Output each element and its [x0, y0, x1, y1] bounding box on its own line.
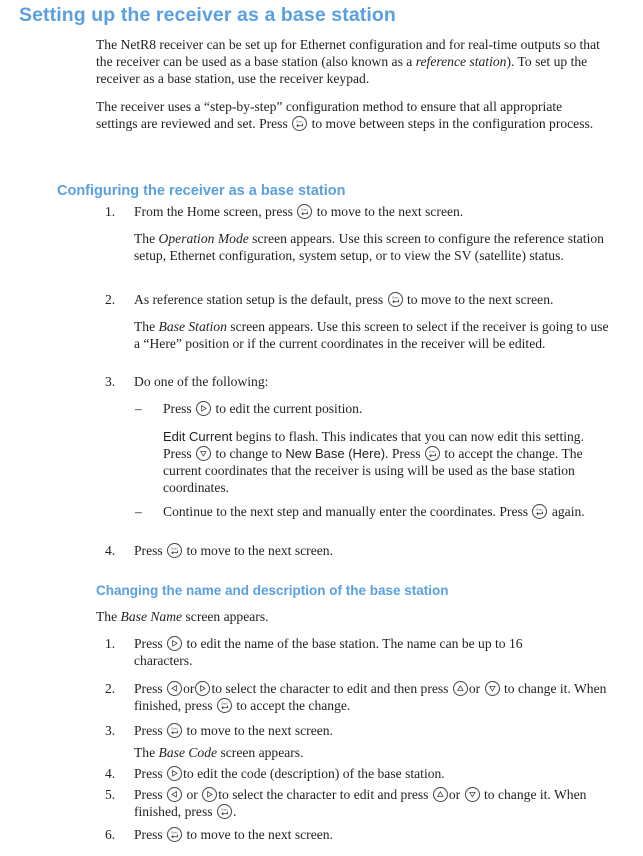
step-number: 4. [105, 766, 116, 781]
enter-key-icon [217, 804, 232, 819]
enter-key-icon [388, 292, 403, 307]
step-number: 2. [105, 681, 116, 696]
enter-key-icon [297, 204, 312, 219]
step-number: 1. [105, 204, 116, 219]
up-arrow-key-icon [433, 787, 448, 802]
step-text: Do one of the following: [134, 374, 269, 389]
section-lead: The Base Name screen appears. [96, 609, 269, 624]
enter-key-icon [292, 116, 307, 131]
section-heading-configuring: Configuring the receiver as a base station [57, 183, 346, 199]
down-arrow-key-icon [485, 681, 500, 696]
right-arrow-key-icon [167, 636, 182, 651]
enter-key-icon [217, 698, 232, 713]
section-heading-changing-name: Changing the name and description of the base station [96, 583, 449, 598]
step-number: 3. [105, 374, 116, 389]
step-number: 5. [105, 787, 116, 802]
right-arrow-key-icon [196, 401, 211, 416]
bullet-dash: – [135, 504, 142, 519]
down-arrow-key-icon [465, 787, 480, 802]
step-note: The Base Code screen appears. [134, 745, 304, 760]
step-text: As reference station setup is the default, press to move to the next screen. [134, 292, 554, 307]
step-note: The Base Station screen appears. Use this screen to select if the receiver is going to use a “Here” position or if the current coordinates in the receiver will be edited. [134, 319, 609, 351]
intro-paragraph-2: The receiver uses a “step-by-step” configuration method to ensure that all appropriate settings are reviewed and set. Press to move between steps in the configuration process. [96, 99, 594, 131]
right-arrow-key-icon [195, 681, 210, 696]
step-text: Press to edit the code (description) of the base station. [134, 766, 445, 781]
right-arrow-key-icon [167, 766, 182, 781]
enter-key-icon [532, 504, 547, 519]
right-arrow-key-icon [202, 787, 217, 802]
enter-key-icon [167, 543, 182, 558]
step-note: The Operation Mode screen appears. Use this screen to configure the reference station setup, Ethernet configuration, system setup, or to view the SV (satellite) status. [134, 231, 604, 263]
step-text: Press to edit the name of the base station. The name can be up to 16 characters. [134, 636, 523, 668]
step-number: 2. [105, 292, 116, 307]
step-text: Press or to select the character to edit and press or to change it. When finished, press . [134, 787, 587, 819]
step-text: Press to move to the next screen. [134, 543, 333, 558]
step-number: 3. [105, 723, 116, 738]
enter-key-icon [167, 723, 182, 738]
step-text: From the Home screen, press to move to the next screen. [134, 204, 464, 219]
step-text: Press to move to the next screen. [134, 827, 333, 842]
enter-key-icon [425, 446, 440, 461]
page-title: Setting up the receiver as a base station [19, 4, 396, 26]
step-text: Press or to select the character to edit and then press or to change it. When finished, press to accept the change. [134, 681, 607, 713]
step-number: 6. [105, 827, 116, 842]
enter-key-icon [167, 827, 182, 842]
up-arrow-key-icon [453, 681, 468, 696]
bullet-dash: – [135, 401, 142, 416]
intro-paragraph-1: The NetR8 receiver can be set up for Ethernet configuration and for real-time outputs so that the receiver can be used as a base station (also known as a reference station). To set up the receiver as a base station, use the receiver keypad. [96, 37, 600, 86]
left-arrow-key-icon [167, 681, 182, 696]
step-number: 4. [105, 543, 116, 558]
step-number: 1. [105, 636, 116, 651]
left-arrow-key-icon [167, 787, 182, 802]
option-detail: Edit Current begins to flash. This indicates that you can now edit this setting. Press to change to New Base (Here). Press to accept the change. The current coordinates that the receiver is using will be used as the base station coordinates. [163, 429, 585, 495]
option-text: Continue to the next step and manually enter the coordinates. Press again. [163, 504, 585, 519]
option-text: Press to edit the current position. [163, 401, 363, 416]
step-text: Press to move to the next screen. [134, 723, 333, 738]
down-arrow-key-icon [196, 446, 211, 461]
